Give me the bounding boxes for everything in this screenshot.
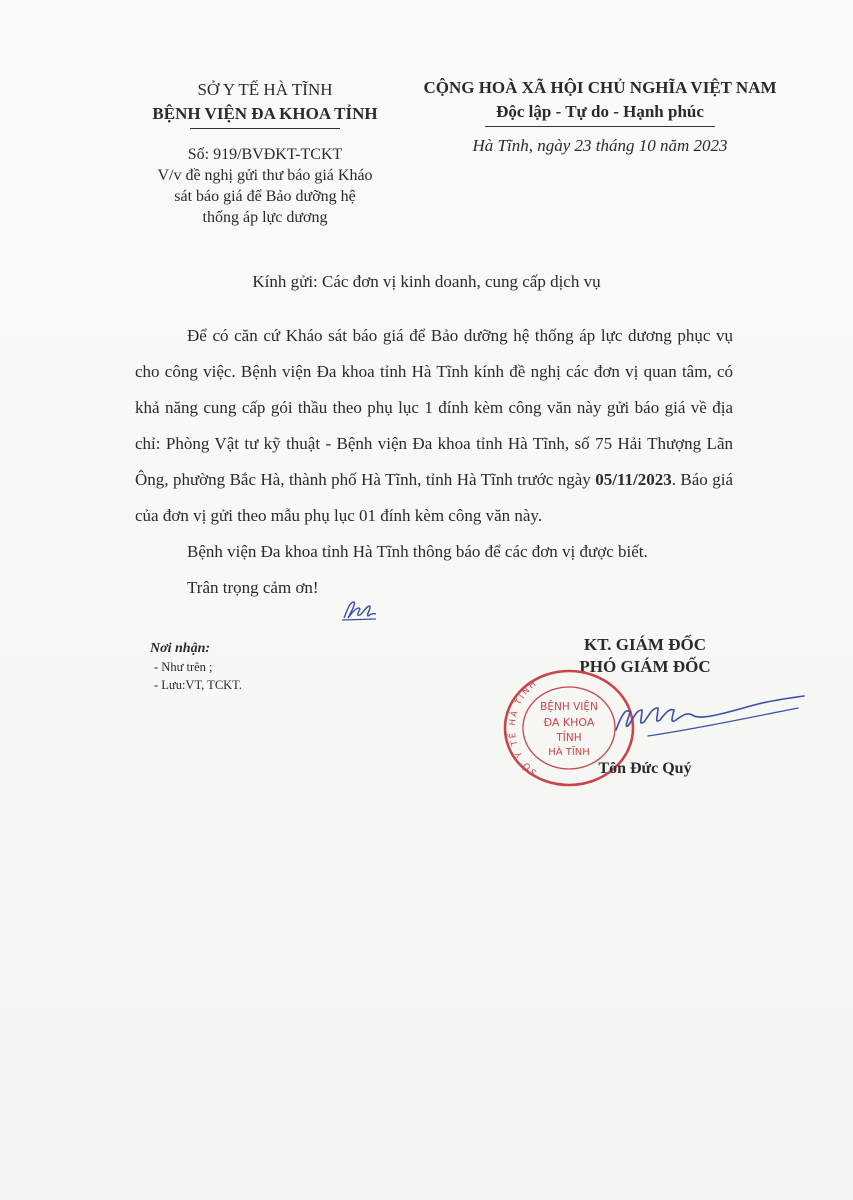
reference-block <box>120 144 410 228</box>
stamp-text: ĐA KHOA <box>543 716 595 729</box>
body-paragraph <box>135 318 733 534</box>
country-name: CỘNG HOÀ XÃ HỘI CHỦ NGHĨA VIỆT NAM <box>423 78 777 97</box>
subject-line: thống áp lực dương <box>202 209 328 226</box>
initial-mark <box>340 596 378 622</box>
document-date: Hà Tĩnh, ngày 23 tháng 10 năm 2023 <box>472 136 728 155</box>
issuer-underline <box>190 128 340 129</box>
body-text: Để có căn cứ Kháo sát báo giá để Bảo dưỡng hệ thống áp lực dương phục vụ cho công việc. Bệnh viện Đa khoa tỉnh Hà Tĩnh kính đề nghị các đơn vị quan tâm, có khả năng cung cấp gói thầu theo phụ lục 1 đính kèm công văn này gửi báo giá về địa chỉ: Phòng Vật tư kỹ thuật - Bệnh viện Đa khoa tỉnh Hà Tĩnh, số 75 Hải Thượng Lãn Ông, phường Bắc Hà, thành phố Hà Tĩnh, tỉnh Hà Tĩnh trước ngày <box>135 326 733 489</box>
hospital-name: BỆNH VIỆN ĐA KHOA TỈNH <box>152 104 378 123</box>
closing-line: Trân trọng cảm ơn! <box>187 578 319 597</box>
handwritten-signature <box>608 690 808 750</box>
recipients-block <box>150 640 410 694</box>
subject-line: sát báo giá để Bảo dưỡng hệ <box>174 188 356 205</box>
body-paragraph: Bệnh viện Đa khoa tỉnh Hà Tĩnh thông báo để các đơn vị được biết. <box>187 542 648 561</box>
deadline-date: 05/11/2023 <box>595 470 672 489</box>
motto-underline <box>485 126 715 127</box>
signer-title: KT. GIÁM ĐỐC <box>584 635 706 654</box>
recipient-item: - Lưu:VT, TCKT. <box>154 678 243 692</box>
signer-position: PHÓ GIÁM ĐỐC <box>579 657 711 676</box>
national-header <box>395 76 805 127</box>
document-number: Số: 919/BVĐKT-TCKT <box>187 146 343 163</box>
letter-body <box>135 318 733 606</box>
body-text: . Báo giá của đơn vị gửi theo mẫu phụ lục 01 đính kèm công văn này. <box>135 470 733 525</box>
stamp-text: TỈNH <box>556 732 582 744</box>
national-motto: Độc lập - Tự do - Hạnh phúc <box>496 102 704 121</box>
stamp-text: BỆNH VIỆN <box>540 701 598 713</box>
issuer-block <box>120 78 410 129</box>
recipients-title: Nơi nhận: <box>150 641 211 656</box>
stamp-ring-text: SỞ Y TẾ HÀ TĨNH <box>507 678 540 778</box>
subject-line: V/v đề nghị gửi thư báo giá Kháo <box>157 167 373 184</box>
salutation: Kính gửi: Các đơn vị kinh doanh, cung cấp dịch vụ <box>252 272 601 291</box>
recipient-item: - Như trên ; <box>154 660 213 674</box>
signer-name: Tôn Đức Quý <box>598 760 692 777</box>
agency-name: SỞ Y TẾ HÀ TĨNH <box>197 80 333 99</box>
stamp-text: HÀ TĨNH <box>548 747 590 758</box>
